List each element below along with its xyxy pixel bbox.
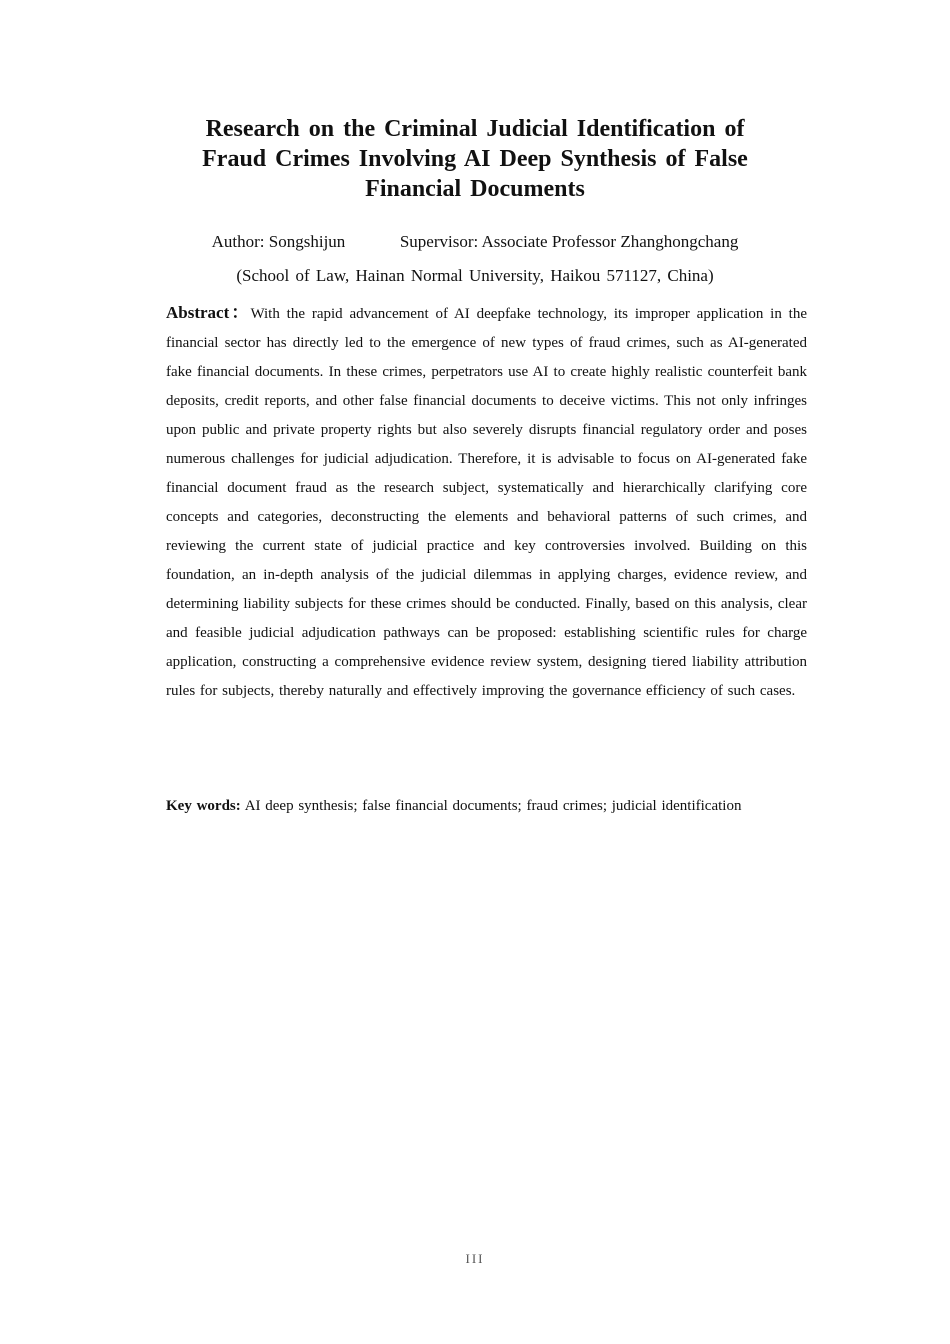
author-line	[150, 230, 800, 254]
affiliation: (School of Law, Hainan Normal University, Haikou 571127, China)	[236, 266, 714, 285]
supervisor-name: Associate Professor Zhanghongchang	[481, 232, 739, 251]
paper-title	[150, 114, 800, 204]
title-line-3: Financial Documents	[365, 176, 585, 202]
keywords-label: Key words:	[166, 798, 241, 814]
abstract	[166, 298, 807, 706]
abstract-text: With the rapid advancement of AI deepfake technology, its improper application in the financial sector has directly led to the emergence of new types of fraud crimes, such as AI-generated fake financial documents. In these crimes, perpetrators use AI to create highly realistic counterfeit bank deposits, credit reports, and other false financial documents to deceive victims. This not only infringes upon public and private property rights but also severely disrupts financial regulatory order and poses numerous challenges for judicial adjudication. Therefore, it is advisable to focus on AI-generated fake financial document fraud as the research subject, systematically and hierarchically clarifying core concepts and categories, deconstructing the elements and behavioral patterns of such crimes, and reviewing the current state of judicial practice and key controversies involved. Building on this foundation, an in-depth analysis of the judicial dilemmas in applying charges, evidence review, and determining liability subjects for these crimes should be conducted. Finally, based on this analysis, clear and feasible judicial adjudication pathways can be proposed: establishing scientific rules for charge application, constructing a comprehensive evidence review system, designing tiered liability attribution rules for subjects, thereby naturally and effectively improving the governance efficiency of such cases.	[166, 306, 807, 699]
supervisor-label: Supervisor:	[399, 232, 479, 251]
page-number: III	[465, 1251, 485, 1266]
keywords	[166, 797, 766, 816]
title-line-2: Fraud Crimes Involving AI Deep Synthesis of False	[202, 146, 748, 172]
author-label: Author:	[211, 232, 265, 251]
title-line-1: Research on the Criminal Judicial Identification of	[205, 116, 745, 142]
author-name: Songshijun	[268, 232, 346, 251]
keywords-text: AI deep synthesis; false financial documents; fraud crimes; judicial identification	[244, 798, 742, 814]
abstract-label: Abstract：	[166, 303, 251, 322]
